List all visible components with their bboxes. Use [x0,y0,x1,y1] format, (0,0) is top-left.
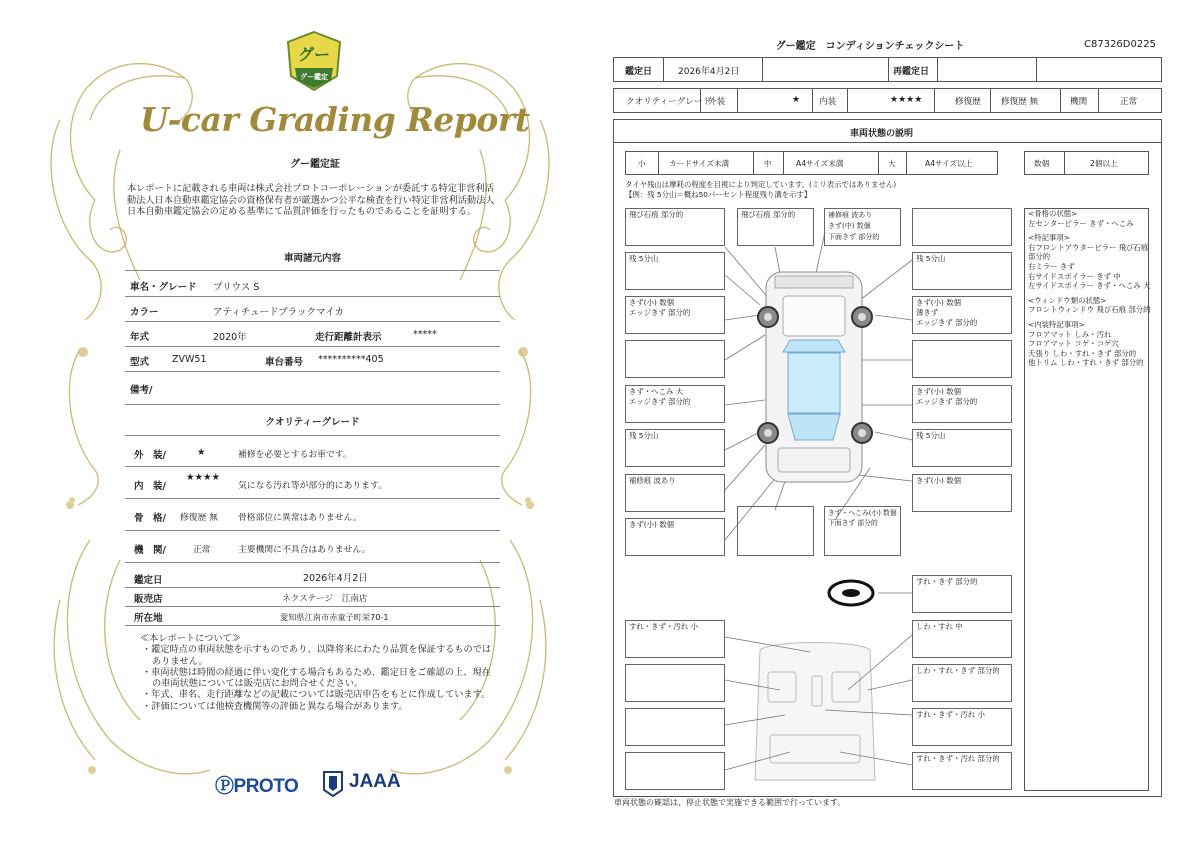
note-item: ・年式、車名、走行距離などの記載については販売店申告をもとに作成しています。 [142,689,491,701]
interior-label: 内装 [819,97,837,107]
note-left-2: 残 5分山 [625,252,725,290]
legend-large-desc: A4サイズ以上 [925,159,973,168]
note-right-1: 残 5分山 [912,252,1012,290]
legend-count: 数個 [1034,159,1050,168]
divider [125,346,500,347]
condition-title: 車両状態の説明 [850,129,914,139]
note-right-6: きず(小) 数個 [912,474,1012,512]
divider [125,296,500,297]
spec-title: 車両諸元内容 [283,253,341,264]
interior-title: <内装特記事項> [1028,319,1085,329]
sheet-title: グー鑑定 コンディションチェックシート [775,41,965,52]
logo-area [215,768,415,802]
tire-note: タイヤ残山は摩耗の程度を目視により判定しています。(ミリ表示ではありません) [625,180,897,189]
repair-value: 修復歴 無 [1001,97,1039,107]
interior-item: 他トリム しわ・すれ・きず 部分的 [1028,358,1144,368]
legend-medium-desc: A4サイズ未満 [796,159,844,168]
interior-desc: 気になる汚れ等が部分的にあります。 [238,481,387,491]
divider [125,606,500,607]
exterior-grade: ★ [197,447,206,458]
grade-label: クオリティーグレード [626,97,712,107]
exterior-desc: 補修を必要とするお車です。 [238,450,352,460]
special-title: <特記事項> [1028,233,1070,243]
tire-example: 【例：残 5分山＝概ね50パーセント程度残り溝を示す】 [625,190,812,199]
engine-label: 機関 [1070,97,1088,107]
address-label: 所在地 [134,613,163,624]
exterior-grade: ★ [792,95,801,105]
note-top-1: 飛び石痕 部分的 [737,208,814,246]
legend-large: 大 [888,159,896,168]
interior-item: フロアマット コゲ・コゲ穴 [1028,339,1119,349]
repair-label: 修復歴 [955,97,981,107]
note-interior-right-1: しわ・すれ 中 [912,620,1012,658]
skeleton-label: 骨 格/ [134,513,166,524]
appraisal-date-value: 2026年4月2日 [303,573,368,584]
note-right-3 [912,340,1012,378]
note-right-4: きず(小) 数個 エッジきず 部分的 [912,385,1012,423]
svg-text:グー: グー [297,45,331,64]
date-value: 2026年4月2日 [678,67,740,77]
mileage-value: ***** [413,329,437,340]
special-item: 右サイドスポイラー きず 中 [1028,271,1121,281]
note-top-2: 補修痕 波あり きず(中) 数個 下面きず 部分的 [824,208,901,246]
divider [125,371,500,372]
note-item: ・評価については他検査機関等の評価と異なる場合があります。 [142,700,408,712]
note-interior-left-3 [625,708,725,746]
year-label: 年式 [130,332,150,343]
certificate-intro: 本レポートに記載される車両は株式会社プロトコーポレーションが委託する特定非営利活動法人日本自動車鑑定協会の資格保有者が厳選かつ公平な検査を行い特定非営利活動法人日本自動車鑑定協会の定める基準にて品質評価を行ったものであることを証明する。 [127,183,495,217]
skeleton-text: 左センターピラー きず・へこみ [1028,218,1134,228]
legend-medium: 中 [764,159,772,168]
special-item: 右フロントアウタービラー 飛び石痕 [1028,242,1149,252]
interior-grade: ★★★★ [890,95,923,105]
dealer-value: ネクステージ 江南店 [282,594,368,604]
engine-label: 機 関/ [134,545,166,556]
car-top-view [758,272,872,482]
divider [125,435,500,436]
reappraisal-label: 再鑑定日 [893,67,930,77]
appraisal-date-label: 鑑定日 [134,575,163,586]
divider [125,321,500,322]
note-left-5: きず・へこみ 大 エッジきず 部分的 [625,385,725,423]
note-interior-right-4: すれ・きず・汚れ 部分的 [912,752,1012,790]
window-title: <ウィンドウ類の状態> [1028,295,1107,305]
divider [125,404,500,405]
quality-title: クオリティーグレード [265,417,360,428]
car-name-value: プリウス S [213,282,260,293]
note-bottom-1 [737,506,814,556]
divider [125,466,500,467]
color-value: アティチュードブラックマイカ [213,307,345,318]
special-item: 部分的 [1028,252,1051,262]
note-left-8: きず(小) 数個 [625,518,725,556]
skeleton-grade: 修復歴 無 [180,513,218,523]
special-item: 左サイドスポイラー きず・へこみ 大 [1028,281,1151,291]
note-left-1: 飛び石痕 部分的 [625,208,725,246]
note-steering: すれ・きず 部分的 [912,575,1012,613]
document-id: C87326D0225 [1084,39,1156,50]
remarks-label: 備考/ [130,385,153,396]
steering-wheel-icon [829,581,873,605]
jaaa-logo: JAAA [349,771,401,792]
divider [125,587,500,588]
skeleton-title: <骨格の状態> [1028,209,1078,218]
note-interior-left-1: すれ・きず・汚れ 小 [625,620,725,658]
divider [125,562,500,563]
note-interior-left-4 [625,752,725,790]
year-value: 2020年 [213,332,247,343]
svg-text:グー鑑定: グー鑑定 [300,73,328,81]
window-text: フロントウィンドウ 飛び石痕 部分的 [1028,305,1151,315]
model-label: 型式 [130,357,150,368]
report-notes [140,633,495,712]
note-left-6: 残 5分山 [625,429,725,467]
sheet-footer: 車両状態の確認は、停止状態で実施できる範囲で行っています。 [614,798,846,807]
remarks-text [1028,209,1151,368]
mileage-label: 走行距離計表示 [315,332,382,343]
interior-seat-layout [755,643,875,781]
engine-grade: 正常 [193,545,211,555]
legend-small: 小 [638,159,646,168]
report-script-title: U-car Grading Report [140,100,530,139]
divider [125,270,500,271]
engine-value: 正常 [1120,97,1138,107]
legend-small-desc: カードサイズ未満 [669,159,730,168]
engine-desc: 主要機関に不具合はありません。 [238,545,371,555]
note-bottom-2: きず・へこみ(小) 数個 下面きず 部分的 [824,506,901,556]
interior-label: 内 装/ [134,481,166,492]
note-item: ・車両状態は時間の経過に伴い変化する場合もあるため、鑑定日をご確認の上、現在の車両状態については販売店にお問合せください。 [142,666,491,690]
note-interior-left-2 [625,664,725,702]
certificate-title: グー鑑定証 [290,159,340,170]
condition-check-sheet [600,0,1200,848]
goo-kantei-badge [285,30,343,92]
address-value: 愛知県江南市赤童子町栄70-1 [280,612,389,622]
dealer-label: 販売店 [134,594,163,605]
chassis-value: **********405 [318,354,384,365]
legend-count-desc: 2個以上 [1090,159,1118,168]
interior-item: 天張り しわ・すれ・きず 部分的 [1028,348,1137,358]
skeleton-desc: 骨格部位に異常はありません。 [238,513,362,523]
proto-logo: ⓅPROTO [215,776,299,797]
jaaa-emblem-icon [320,770,346,798]
color-label: カラー [130,307,159,318]
divider [125,625,500,626]
note-interior-right-3: すれ・きず・汚れ 小 [912,708,1012,746]
note-item: ・鑑定時点の車両状態を示すものであり、以降将来にわたり品質を保証するものではありません。 [142,644,492,667]
divider [125,530,500,531]
note-right-5: 残 5分山 [912,429,1012,467]
note-left-4 [625,340,725,378]
exterior-label: 外装 [708,97,726,107]
special-item: 右ミラー きず [1028,261,1075,271]
note-left-7: 補修痕 波あり [625,474,725,512]
car-name-label: 車名・グレード [130,282,197,293]
date-label: 鑑定日 [625,67,653,77]
note-right-2: きず(小) 数個 薄きず エッジきず 部分的 [912,296,1012,334]
model-value: ZVW51 [172,354,207,365]
chassis-label: 車台番号 [265,357,304,368]
interior-item: フロアマット しみ・汚れ [1028,329,1112,339]
interior-grade: ★★★★ [186,472,221,483]
notes-title: ≪本レポートについて≫ [140,633,241,644]
note-top-3 [912,208,1012,246]
divider [125,498,500,499]
exterior-label: 外 装/ [134,450,166,461]
note-interior-right-2: しわ・すれ・きず 部分的 [912,664,1012,702]
note-left-3: きず(小) 数個 エッジきず 部分的 [625,296,725,334]
